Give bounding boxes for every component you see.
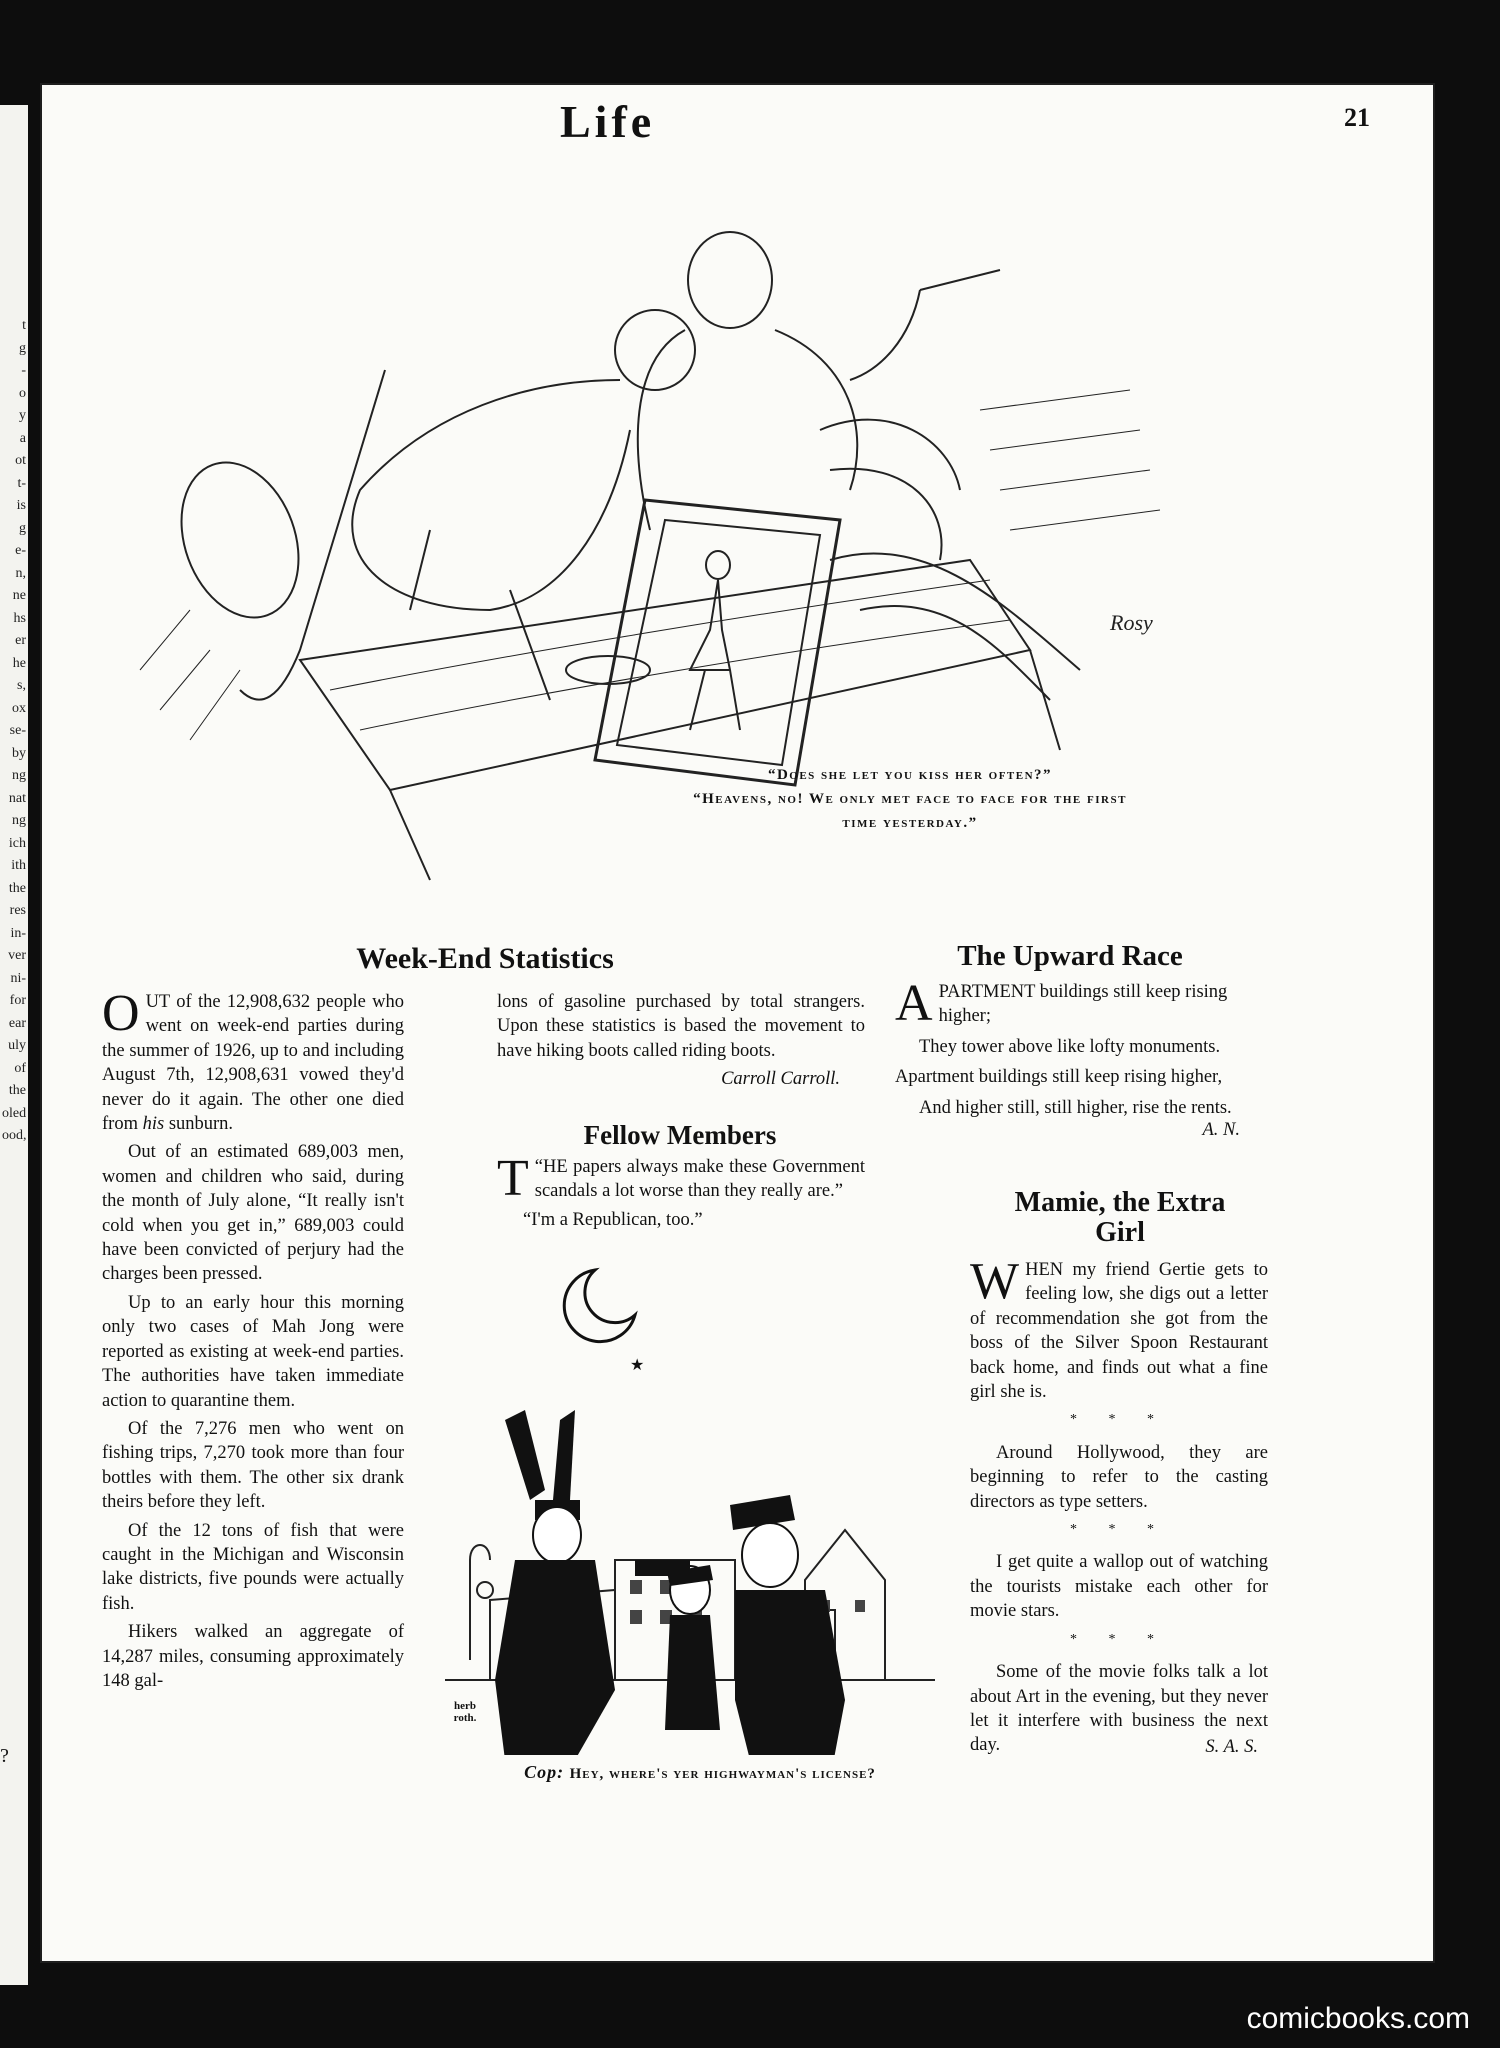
left-page-fragment: ith bbox=[11, 858, 26, 873]
mamie-para: Some of the movie folks talk a lot about Art in the evening, but they never let it interfere with business the next day. bbox=[970, 1662, 1268, 1756]
fellow-title: Fellow Members bbox=[583, 1120, 777, 1150]
left-page-fragment: ng bbox=[12, 813, 26, 828]
bottom-cartoon-illustration bbox=[435, 1260, 955, 1755]
left-page-fragment: y bbox=[19, 408, 26, 423]
top-cartoon-caption bbox=[490, 763, 1330, 835]
top-caption-line: “Heavens, no! We only met face to face for the first bbox=[693, 791, 1127, 807]
left-page-fragment: ne bbox=[12, 588, 26, 603]
left-page-fragment: ood, bbox=[2, 1128, 26, 1143]
left-page-fragment: g bbox=[19, 520, 26, 536]
poem-line: PARTMENT buildings still keep rising higher; bbox=[938, 982, 1228, 1027]
poem-line: They tower above like lofty monuments. bbox=[919, 1036, 1221, 1057]
left-page-fragment: oled bbox=[2, 1105, 26, 1121]
poem-line: And higher still, still higher, rise the rents. bbox=[919, 1097, 1232, 1118]
left-page-fragment: res bbox=[9, 903, 26, 918]
weekend-para: Of the 7,276 men who went on fishing trips, 7,270 took more than four bottles with them. The other six drank theirs before they left. bbox=[102, 1418, 404, 1513]
left-page-fragment: he bbox=[12, 655, 26, 671]
weekend-signature: Carroll Carroll. bbox=[721, 1069, 840, 1090]
left-page-fragment: by bbox=[12, 745, 26, 761]
left-page-fragment: g bbox=[19, 340, 26, 356]
left-page-fragment: n, bbox=[15, 565, 26, 581]
top-caption-line: time yesterday.” bbox=[842, 815, 978, 831]
left-page-fragment: the bbox=[8, 880, 26, 896]
masthead-title: Life bbox=[560, 96, 656, 147]
mamie-para: I get quite a wallop out of watching the tourists mistake each other for movie stars. bbox=[970, 1552, 1268, 1622]
section-stars: * * * bbox=[1070, 1522, 1168, 1538]
left-page-fragment: ox bbox=[12, 700, 26, 716]
weekend-dropcap: O bbox=[102, 985, 140, 1042]
section-stars: * * * bbox=[1070, 1412, 1168, 1428]
left-page-fragment: ear bbox=[8, 1015, 26, 1031]
left-page-fragment: of bbox=[14, 1060, 26, 1076]
fellow-column: “ T HE papers always make these Government scandals a lot worse than they really are.” “I'm a Republican, too.” bbox=[497, 1155, 865, 1236]
left-page-fragment: the bbox=[8, 1083, 26, 1098]
caption-speaker: Cop: bbox=[524, 1762, 565, 1782]
mamie-dropcap: W bbox=[970, 1253, 1020, 1310]
left-page-fragment: a bbox=[19, 430, 26, 446]
left-page-fragment: hs bbox=[13, 610, 26, 626]
weekend-first-para: OUT of the 12,908,632 people who went on week-end parties during the summer of 1926, up to and including August 7th, 12,908,631 vowed they'd never do it again. The other one died from his sunburn. bbox=[102, 985, 404, 1135]
left-page-fragment: nat bbox=[8, 790, 26, 806]
weekend-column-2 bbox=[497, 990, 865, 1092]
watermark: comicbooks.com bbox=[1246, 2002, 1470, 2035]
page-number: 21 bbox=[1344, 103, 1370, 132]
left-page-fragment: t bbox=[22, 318, 26, 333]
left-page-fragment: is bbox=[16, 498, 26, 513]
top-cartoon-signature: Rosy bbox=[1110, 610, 1153, 635]
left-page-fragment: ich bbox=[8, 835, 26, 851]
bottom-cartoon-caption bbox=[445, 1762, 955, 1783]
svg-text:★: ★ bbox=[630, 1357, 645, 1374]
upward-dropcap: A bbox=[895, 975, 933, 1032]
caption-line: Hey, where's yer highwayman's license? bbox=[569, 1766, 876, 1782]
left-page-fragment: ng bbox=[12, 768, 26, 783]
weekend-para: Hikers walked an aggregate of 14,287 miles, consuming approximately 148 gal- bbox=[102, 1622, 404, 1691]
weekend-para: Up to an early hour this morning only two cases of Mah Jong were reported as existing at week-end parties. The authorities have taken immediate action to quarantine them. bbox=[102, 1292, 404, 1411]
mamie-para: Around Hollywood, they are beginning to refer to the casting directors as type setters. bbox=[970, 1442, 1268, 1512]
left-page-fragment: for bbox=[9, 993, 26, 1008]
left-page-fragment: uly bbox=[8, 1038, 26, 1053]
mamie-column: WHEN my friend Gertie gets to feeling low, she digs out a letter of recommendation she got from the boss of the Silver Spoon Restaurant back home, and finds out what a fine girl she is. * * * Around Hollywood, they are beginning to refer to the casting directors as type setters. * * * I get quite a wallop out of watching the tourists mistake each other for movie stars. * * * Some of the movie folks talk a lot about Art in the evening, but they never let it interfere with business the next day. S. A. S. bbox=[970, 1258, 1268, 1759]
upward-poem bbox=[895, 975, 1265, 1142]
left-page-fragment: s, bbox=[17, 678, 26, 693]
left-page-fragment: t- bbox=[17, 475, 26, 491]
fellow-dropcap: T bbox=[497, 1150, 529, 1207]
weekend-continuation: lons of gasoline purchased by total strangers. Upon these statistics is based the movement to have hiking boots called riding boots. bbox=[497, 992, 865, 1061]
upward-signature: A. N. bbox=[1202, 1120, 1240, 1141]
weekend-column-1 bbox=[102, 985, 404, 1697]
left-page-fragment: - bbox=[21, 363, 26, 378]
mamie-title: Mamie, the Extra Girl bbox=[1014, 1187, 1226, 1248]
fellow-second-para: “I'm a Republican, too.” bbox=[523, 1209, 703, 1230]
left-page-text-fragments bbox=[2, 315, 26, 1148]
weekend-para: Of the 12 tons of fish that were caught in the Michigan and Wisconsin lake districts, five pounds were actually fish. bbox=[102, 1520, 404, 1614]
top-caption-line: “Does she let you kiss her often?” bbox=[767, 767, 1053, 783]
section-stars: * * * bbox=[1070, 1631, 1168, 1647]
left-page-fragment: e- bbox=[15, 543, 26, 558]
left-page-fragment: ot bbox=[15, 453, 26, 468]
weekend-title: Week-End Statistics bbox=[356, 942, 614, 975]
left-page-fragment: ni- bbox=[10, 970, 26, 986]
left-page-fragment: o bbox=[19, 385, 26, 401]
left-page-fragment: er bbox=[15, 633, 26, 648]
mamie-signature: S. A. S. bbox=[1205, 1736, 1258, 1757]
upward-title: The Upward Race bbox=[957, 940, 1183, 972]
weekend-para: Out of an estimated 689,003 men, women and children who said, during the month of July alone, “It really isn't cold when you get in,” 689,003 could have been convicted of perjury had the charges been pressed. bbox=[102, 1142, 404, 1285]
bottom-cartoon-signature: herb roth. bbox=[453, 1700, 477, 1724]
left-page-mark: ? bbox=[0, 1745, 9, 1767]
poem-line: Apartment buildings still keep rising higher, bbox=[895, 1067, 1223, 1088]
left-page-fragment: in- bbox=[10, 925, 26, 941]
left-page-fragment: ver bbox=[8, 948, 26, 963]
left-page-fragment: se- bbox=[9, 723, 26, 738]
